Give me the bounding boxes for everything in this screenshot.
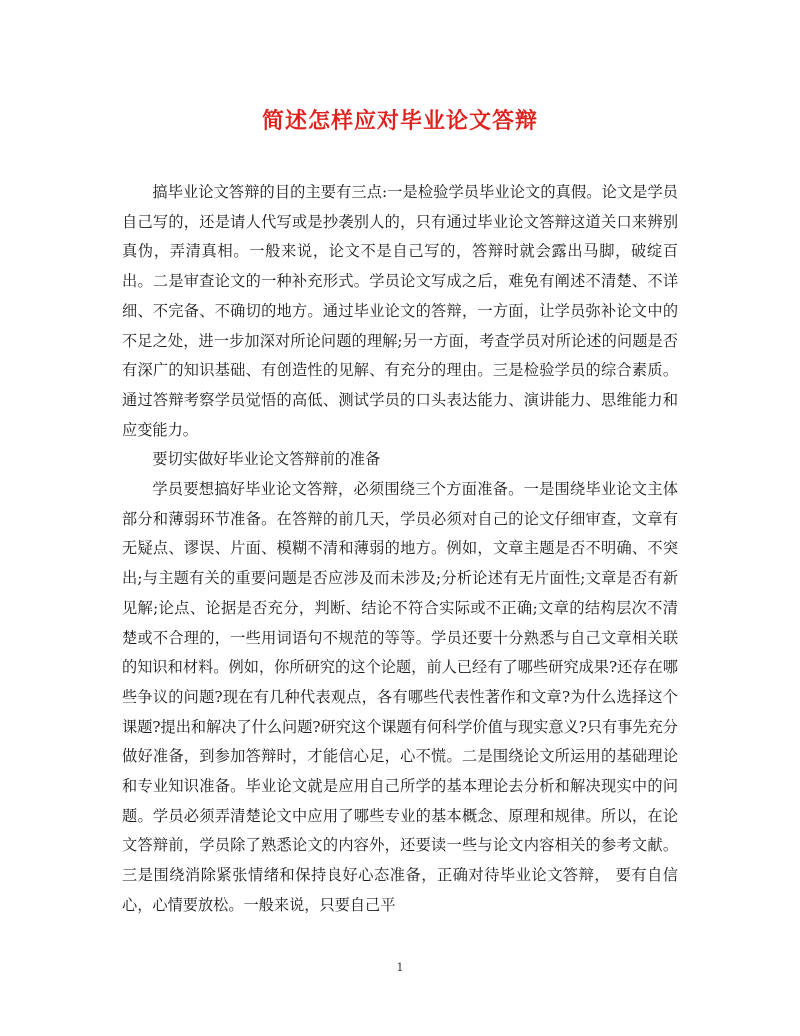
document-body: [122, 178, 678, 921]
section-heading-preparation: 要切实做好毕业论文答辩前的准备: [152, 450, 381, 469]
paragraph-purpose: 搞毕业论文答辩的目的主要有三点:一是检验学员毕业论文的真假。论文是学员自己写的，还是请人代写或是抄袭别人的，只有通过毕业论文答辩这道关口来辨别真伪，弄清真相。一般来说，论文不是自己写的，答辩时就会露出马脚，破绽百出。二是审查论文的一种补充形式。学员论文写成之后，难免有阐述不清楚、不详细、不完备、不确切的地方。通过毕业论文的答辩，一方面，让学员弥补论文中的不足之处，进一步加深对所论问题的理解;另一方面，考查学员对所论述的问题是否有深广的知识基础、有创造性的见解、有充分的理由。三是检验学员的综合素质。通过答辩考察学员觉悟的高低、测试学员的口头表达能力、演讲能力、思维能力和应变能力。: [122, 183, 678, 439]
page-number: 1: [396, 961, 404, 974]
document-title: 简述怎样应对毕业论文答辩: [261, 108, 538, 134]
paragraph-preparation: 学员要想搞好毕业论文答辩，必须围绕三个方面准备。一是围绕毕业论文主体部分和薄弱环节准备。在答辩的前几天，学员必须对自己的论文仔细审查，文章有无疑点、谬误、片面、模糊不清和薄弱的地方。例如，文章主题是否不明确、不突出;与主题有关的重要问题是否应涉及而未涉及;分析论述有无片面性;文章是否有新见解;论点、论据是否充分，判断、结论不符合实际或不正确;文章的结构层次不清楚或不合理的，一些用词语句不规范的等等。学员还要十分熟悉与自己文章相关联的知识和材料。例如，你所研究的这个论题，前人已经有了哪些研究成果?还存在哪些争议的问题?现在有几种代表观点，各有哪些代表性著作和文章?为什么选择这个课题?提出和解决了什么问题?研究这个课题有何科学价值与现实意义?只有事先充分做好准备，到参加答辩时，才能信心足，心不慌。二是围绕论文所运用的基础理论和专业知识准备。毕业论文就是应用自己所学的基本理论去分析和解决现实中的问题。学员必须弄清楚论文中应用了哪些专业的基本概念、原理和规律。所以，在论文答辩前，学员除了熟悉论文的内容外，还要读一些与论文内容相关的参考文献。三是围绕消除紧张情绪和保持良好心态准备，正确对待毕业论文答辩， 要有自信心，心情要放松。一般来说，只要自己平: [122, 480, 678, 914]
